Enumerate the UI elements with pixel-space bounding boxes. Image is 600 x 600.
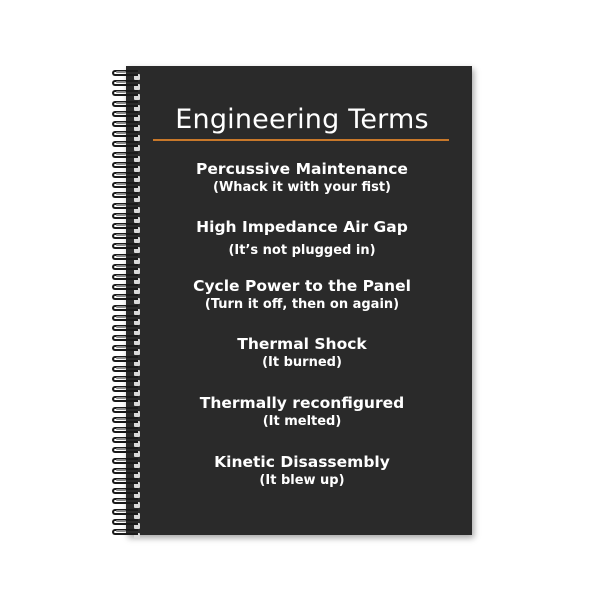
- term-item: [146, 277, 458, 314]
- spiral-coil: [112, 335, 138, 341]
- term-item: [146, 218, 458, 260]
- spiral-coil: [112, 172, 138, 178]
- spiral-coil: [112, 356, 138, 362]
- term-item: [146, 335, 458, 372]
- spiral-coil: [112, 386, 138, 392]
- term-meaning: (It’s not plugged in): [228, 243, 376, 258]
- spiral-coil: [112, 223, 138, 229]
- spiral-coil: [112, 325, 138, 331]
- term-meaning: (Turn it off, then on again): [204, 297, 400, 312]
- title-underline: [153, 139, 449, 141]
- spiral-coil: [112, 80, 138, 86]
- spiral-coil: [112, 162, 138, 168]
- spiral-coil: [112, 284, 138, 290]
- spiral-coil: [112, 519, 138, 525]
- spiral-coil: [112, 294, 138, 300]
- spiral-coil: [112, 141, 138, 147]
- spiral-coil: [112, 274, 138, 280]
- spiral-coil: [112, 131, 138, 137]
- spiral-coil: [112, 182, 138, 188]
- spiral-coil: [112, 243, 138, 249]
- notebook-title: Engineering Terms: [175, 104, 429, 135]
- spiral-coil: [112, 427, 138, 433]
- term-name: High Impedance Air Gap: [196, 218, 408, 236]
- spiral-coil: [112, 152, 138, 158]
- spiral-coil: [112, 70, 138, 76]
- term-name: Thermally reconfigured: [199, 394, 405, 412]
- spiral-binding: [112, 66, 142, 536]
- spiral-coil: [112, 376, 138, 382]
- term-item: [146, 453, 458, 490]
- term-meaning: (Whack it with your fist): [213, 180, 391, 195]
- term-meaning: (It blew up): [259, 473, 345, 488]
- term-item: [146, 394, 458, 431]
- spiral-coil: [112, 437, 138, 443]
- spiral-coil: [112, 407, 138, 413]
- spiral-coil: [112, 121, 138, 127]
- term-name: Kinetic Disassembly: [214, 453, 390, 471]
- term-name: Percussive Maintenance: [196, 160, 408, 178]
- spiral-coil: [112, 498, 138, 504]
- spiral-coil: [112, 345, 138, 351]
- term-item: [146, 160, 458, 197]
- spiral-coil: [112, 509, 138, 515]
- spiral-coil: [112, 305, 138, 311]
- spiral-coil: [112, 203, 138, 209]
- spiral-coil: [112, 254, 138, 260]
- spiral-coil: [112, 366, 138, 372]
- spiral-coil: [112, 264, 138, 270]
- spiral-coil: [112, 233, 138, 239]
- spiral-coil: [112, 396, 138, 402]
- spiral-coil: [112, 213, 138, 219]
- spiral-coil: [112, 488, 138, 494]
- spiral-coil: [112, 458, 138, 464]
- spiral-coil: [112, 417, 138, 423]
- term-name: Thermal Shock: [237, 335, 367, 353]
- spiral-coil: [112, 478, 138, 484]
- term-name: Cycle Power to the Panel: [193, 277, 411, 295]
- spiral-coil: [112, 192, 138, 198]
- spiral-coil: [112, 529, 138, 535]
- spiral-coil: [112, 101, 138, 107]
- term-meaning: (It melted): [262, 414, 342, 429]
- spiral-coil: [112, 315, 138, 321]
- spiral-coil: [112, 90, 138, 96]
- spiral-coil: [112, 468, 138, 474]
- spiral-coil: [112, 447, 138, 453]
- term-meaning: (It burned): [262, 355, 342, 370]
- spiral-coil: [112, 111, 138, 117]
